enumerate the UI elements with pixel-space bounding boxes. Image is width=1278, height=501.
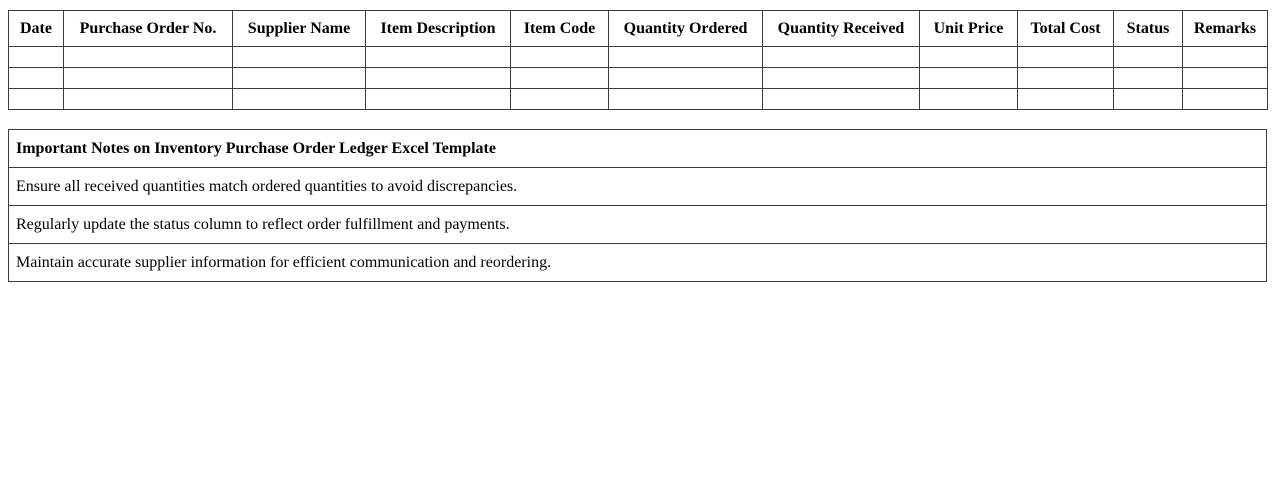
ledger-empty-cell (366, 89, 511, 110)
header-cell-quantity-received: Quantity Received (763, 11, 920, 47)
header-cell-item-description: Item Description (366, 11, 511, 47)
header-cell-supplier-name: Supplier Name (233, 11, 366, 47)
ledger-empty-cell (233, 47, 366, 68)
header-cell-purchase-order-no: Purchase Order No. (64, 11, 233, 47)
ledger-empty-row (9, 89, 1268, 110)
ledger-empty-cell (920, 47, 1018, 68)
ledger-empty-cell (511, 68, 609, 89)
header-cell-date: Date (9, 11, 64, 47)
ledger-header-row (9, 11, 1268, 47)
ledger-empty-cell (1018, 89, 1114, 110)
note-item: Regularly update the status column to reflect order fulfillment and payments. (9, 206, 1267, 244)
ledger-empty-cell (920, 68, 1018, 89)
ledger-empty-row (9, 47, 1268, 68)
ledger-empty-cell (1183, 47, 1268, 68)
ledger-empty-cell (609, 68, 763, 89)
notes-title-row (9, 130, 1267, 168)
ledger-empty-cell (609, 89, 763, 110)
header-cell-total-cost: Total Cost (1018, 11, 1114, 47)
note-item: Maintain accurate supplier information for efficient communication and reordering. (9, 244, 1267, 282)
ledger-empty-cell (9, 68, 64, 89)
header-cell-quantity-ordered: Quantity Ordered (609, 11, 763, 47)
ledger-empty-cell (511, 89, 609, 110)
ledger-empty-cell (366, 68, 511, 89)
ledger-empty-cell (1018, 68, 1114, 89)
ledger-empty-cell (609, 47, 763, 68)
note-item: Ensure all received quantities match ordered quantities to avoid discrepancies. (9, 168, 1267, 206)
ledger-empty-cell (64, 68, 233, 89)
notes-title: Important Notes on Inventory Purchase Order Ledger Excel Template (9, 130, 1267, 168)
ledger-empty-cell (1114, 47, 1183, 68)
ledger-empty-cell (9, 89, 64, 110)
ledger-empty-cell (233, 68, 366, 89)
ledger-empty-cell (233, 89, 366, 110)
header-cell-status: Status (1114, 11, 1183, 47)
ledger-empty-cell (1114, 68, 1183, 89)
purchase-order-ledger-table (8, 10, 1268, 110)
note-item-row (9, 244, 1267, 282)
note-item-row (9, 206, 1267, 244)
ledger-empty-cell (1018, 47, 1114, 68)
ledger-empty-cell (64, 89, 233, 110)
header-cell-remarks: Remarks (1183, 11, 1268, 47)
header-cell-item-code: Item Code (511, 11, 609, 47)
notes-table (8, 129, 1267, 282)
ledger-empty-cell (9, 47, 64, 68)
ledger-empty-cell (1183, 89, 1268, 110)
ledger-empty-cell (763, 47, 920, 68)
ledger-empty-cell (1114, 89, 1183, 110)
ledger-empty-row (9, 68, 1268, 89)
note-item-row (9, 168, 1267, 206)
ledger-empty-cell (64, 47, 233, 68)
ledger-empty-cell (511, 47, 609, 68)
ledger-empty-cell (763, 68, 920, 89)
header-cell-unit-price: Unit Price (920, 11, 1018, 47)
ledger-empty-cell (366, 47, 511, 68)
ledger-empty-cell (1183, 68, 1268, 89)
ledger-empty-cell (763, 89, 920, 110)
ledger-empty-cell (920, 89, 1018, 110)
